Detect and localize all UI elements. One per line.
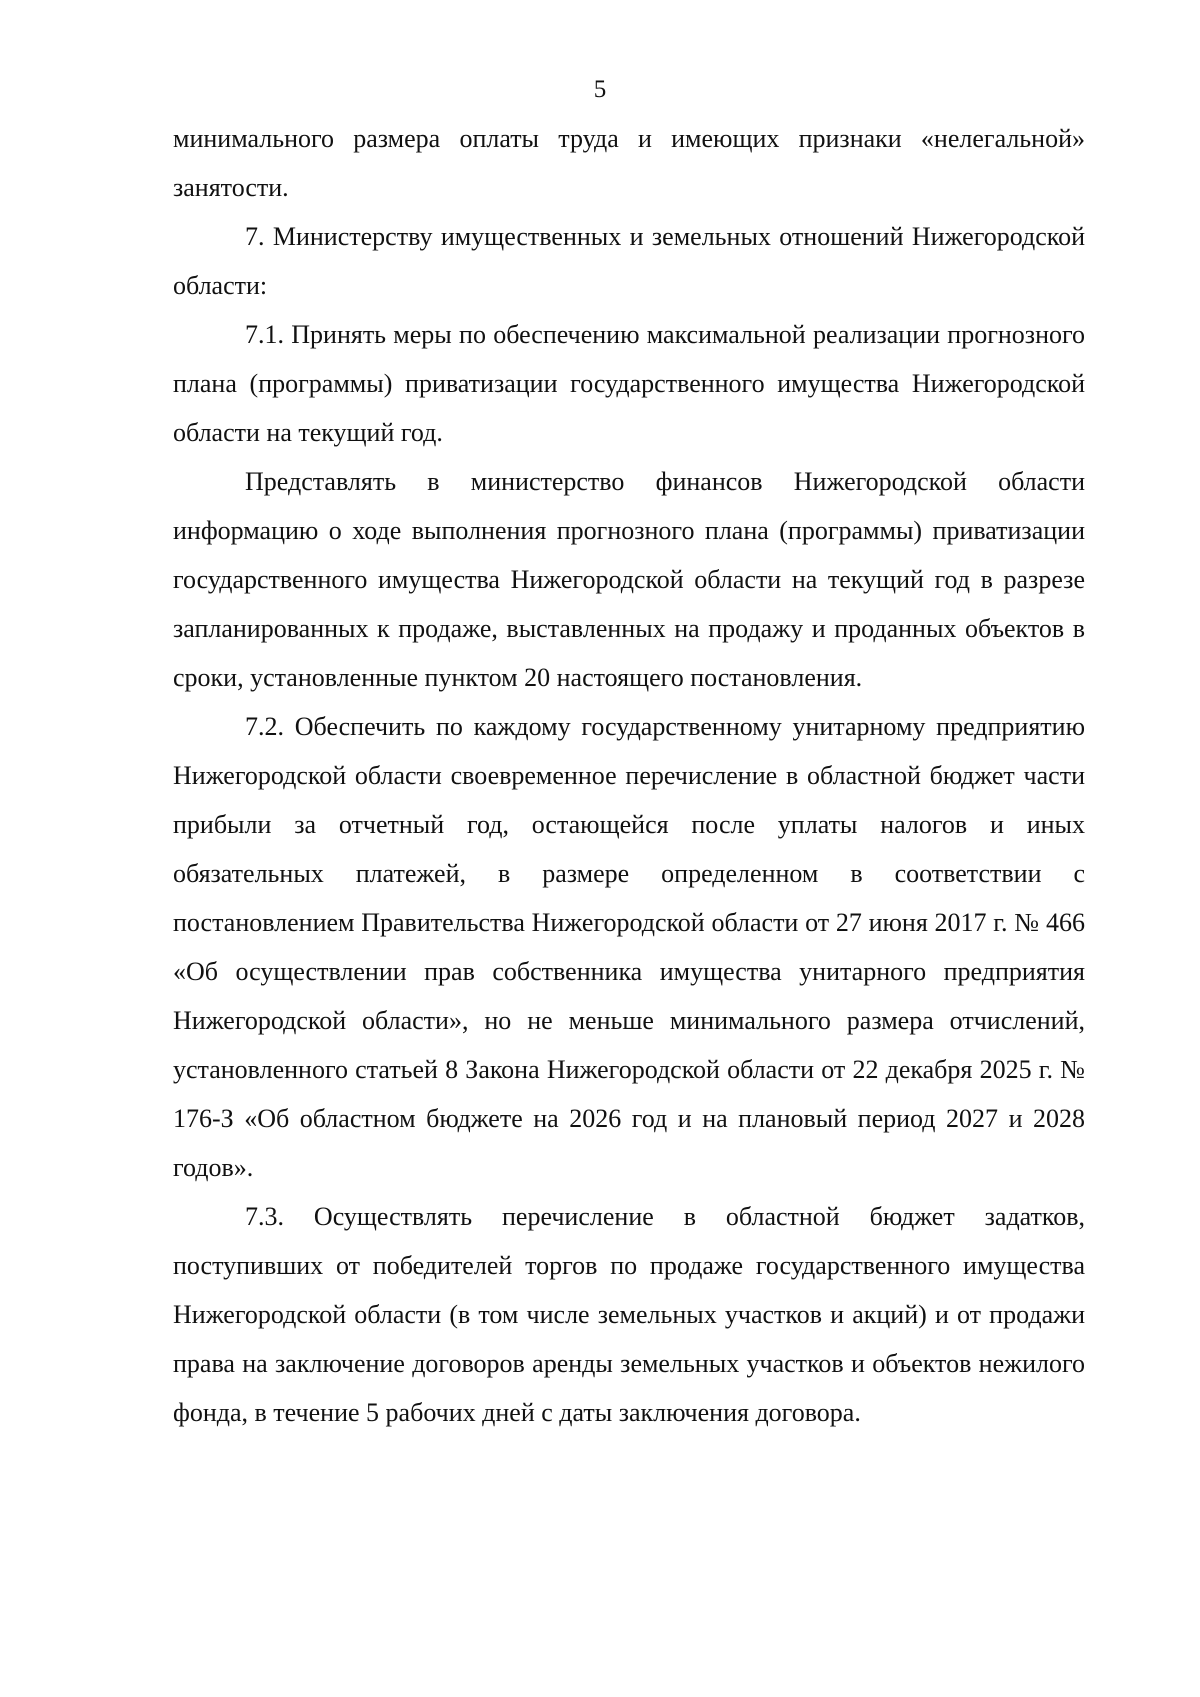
paragraph-continuation: минимального размера оплаты труда и имеющих признаки «нелегальной» занятости.: [173, 124, 1085, 202]
paragraph-item-7-1-reporting: Представлять в министерство финансов Нижегородской области информацию о ходе выполнения прогнозного плана (программы) приватизации государственного имущества Нижегородской области на текущий год в разрезе запланированных к продаже, выставленных на продажу и проданных объектов в сроки, установленные пунктом 20 настоящего постановления.: [173, 467, 1085, 692]
page-number: 5: [593, 76, 607, 103]
paragraph-item-7-1: 7.1. Принять меры по обеспечению максимальной реализации прогнозного плана (программы) приватизации государственного имущества Нижегородской области на текущий год.: [173, 320, 1085, 447]
document-body: [173, 114, 1085, 1437]
paragraph-item-7-3: 7.3. Осуществлять перечисление в областной бюджет задатков, поступивших от победителей торгов по продаже государственного имущества Нижегородской области (в том числе земельных участков и акций) и от продажи права на заключение договоров аренды земельных участков и объектов нежилого фонда, в течение 5 рабочих дней с даты заключения договора.: [173, 1202, 1085, 1427]
paragraph-item-7: 7. Министерству имущественных и земельных отношений Нижегородской области:: [173, 222, 1085, 300]
paragraph-item-7-2: 7.2. Обеспечить по каждому государственному унитарному предприятию Нижегородской области своевременное перечисление в областной бюджет части прибыли за отчетный год, остающейся после уплаты налогов и иных обязательных платежей, в размере определенном в соответствии с постановлением Правительства Нижегородской области от 27 июня 2017 г. № 466 «Об осуществлении прав собственника имущества унитарного предприятия Нижегородской области», но не меньше минимального размера отчислений, установленного статьей 8 Закона Нижегородской области от 22 декабря 2025 г. № 176-З «Об областном бюджете на 2026 год и на плановый период 2027 и 2028 годов».: [173, 712, 1085, 1182]
